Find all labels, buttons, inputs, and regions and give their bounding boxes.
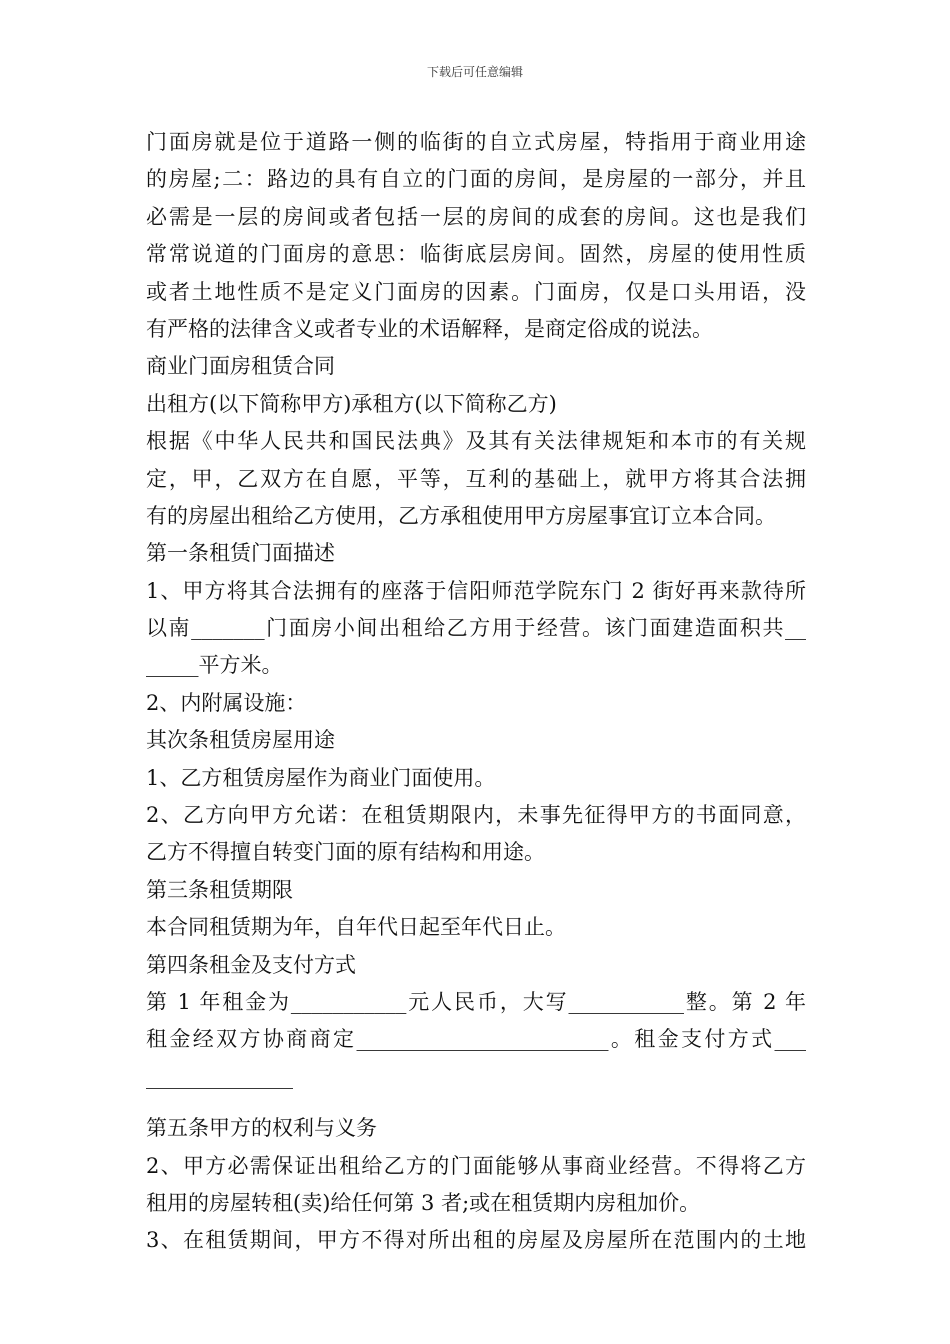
- clause-line: 第 1 年租金为___________元人民币，大写___________整。第 2 年: [146, 989, 806, 1014]
- paragraph-line: 的房屋;二：路边的具有自立的门面的房间，是房屋的一部分，并且: [146, 167, 806, 192]
- article-heading: 其次条租赁房屋用途: [146, 728, 335, 753]
- paragraph-line: 根据《中华人民共和国民法典》及其有关法律规矩和本市的有关规: [146, 429, 806, 454]
- paragraph-line: 或者土地性质不是定义门面房的因素。门面房，仅是口头用语，没: [146, 279, 806, 304]
- clause-line: 以南_______门面房小间出租给乙方用于经营。该门面建造面积共__: [146, 616, 806, 641]
- clause-line: 乙方不得擅自转变门面的原有结构和用途。: [146, 840, 545, 865]
- clause-line: 2、乙方向甲方允诺：在租赁期限内，未事先征得甲方的书面同意，: [146, 803, 806, 828]
- article-heading: 第三条租赁期限: [146, 877, 293, 902]
- clause-line: 3、在租赁期间，甲方不得对所出租的房屋及房屋所在范围内的土地: [146, 1228, 806, 1253]
- paragraph-line: 有的房屋出租给乙方使用，乙方承租使用甲方房屋事宜订立本合同。: [146, 503, 776, 528]
- clause-line: 2、甲方必需保证出租给乙方的门面能够从事商业经营。不得将乙方: [146, 1153, 806, 1178]
- clause-line: 2、内附属设施：: [146, 690, 307, 715]
- contract-title: 商业门面房租赁合同: [146, 354, 335, 379]
- paragraph-line: 必需是一层的房间或者包括一层的房间的成套的房间。这也是我们: [146, 204, 806, 229]
- blank-spacer: [146, 1096, 806, 1110]
- parties-line: 出租方(以下简称甲方)承租方(以下简称乙方): [146, 391, 557, 416]
- clause-line: 租金经双方协商商定________________________。租金支付方式___: [146, 1027, 806, 1052]
- clause-line: 1、乙方租赁房屋作为商业门面使用。: [146, 765, 496, 790]
- page-header: 下载后可任意编辑: [426, 65, 523, 79]
- clause-line: 本合同租赁期为年，自年代日起至年代日止。: [146, 915, 566, 940]
- paragraph-line: 门面房就是位于道路一侧的临街的自立式房屋，特指用于商业用途: [146, 130, 806, 154]
- clause-line: 1、甲方将其合法拥有的座落于信阳师范学院东门 2 街好再来款待所: [146, 578, 806, 603]
- paragraph-line: 有严格的法律含义或者专业的术语解释，是商定俗成的说法。: [146, 316, 713, 341]
- clause-line: ______________: [146, 1064, 293, 1089]
- paragraph-line: 定，甲，乙双方在自愿，平等，互利的基础上，就甲方将其合法拥: [146, 466, 806, 491]
- article-heading: 第五条甲方的权利与义务: [146, 1116, 377, 1141]
- clause-line: _____平方米。: [146, 653, 283, 678]
- article-heading: 第一条租赁门面描述: [146, 541, 335, 566]
- article-heading: 第四条租金及支付方式: [146, 952, 356, 977]
- document-body: [146, 124, 806, 1260]
- clause-line: 租用的房屋转租(卖)给任何第 3 者;或在租赁期内房租加价。: [146, 1190, 701, 1215]
- paragraph-line: 常常说道的门面房的意思：临街底层房间。固然，房屋的使用性质: [146, 242, 806, 267]
